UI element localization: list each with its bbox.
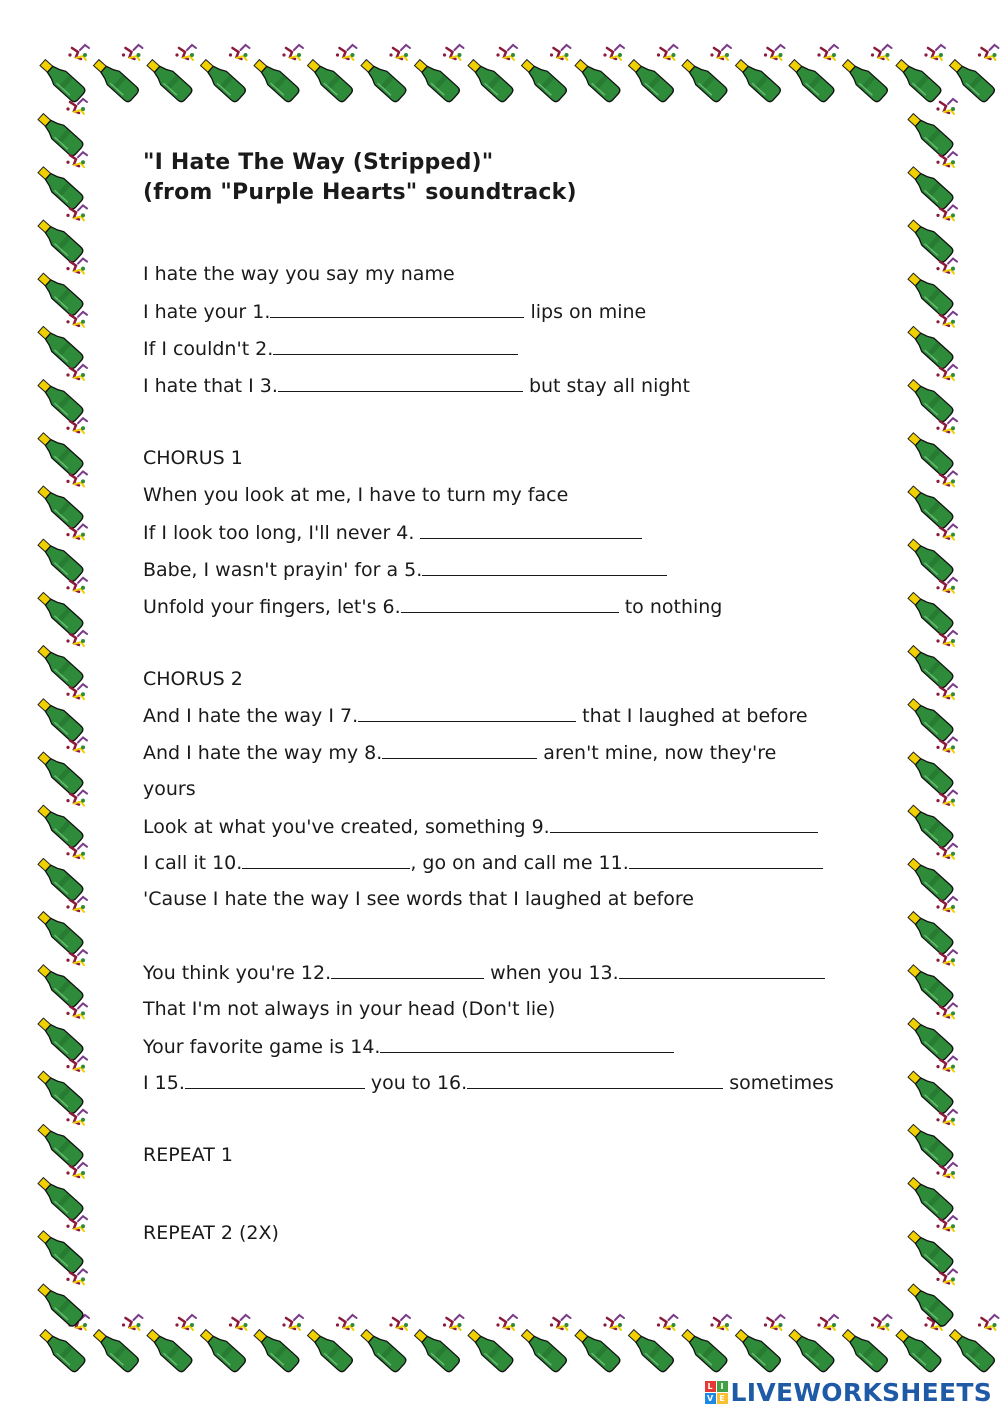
champagne-bottle-icon [905,418,957,476]
champagne-bottle-icon [905,578,957,636]
lyric-text: And I hate the way I 7. [143,705,359,727]
answer-blank[interactable] [270,299,524,318]
lyric-line [143,850,823,875]
answer-blank[interactable] [242,850,410,869]
champagne-bottle-icon [35,1216,87,1274]
lyric-text: I call it 10. [143,852,243,874]
champagne-bottle-icon [35,1269,87,1327]
answer-blank[interactable] [331,960,484,979]
champagne-bottle-icon [251,1315,303,1373]
lyric-text: to nothing [618,596,723,618]
lyric-line [143,1143,233,1167]
lyric-line [143,299,646,324]
lyric-text: lips on mine [524,301,647,323]
lyric-text: that I laughed at before [576,705,808,727]
champagne-bottle-icon [35,418,87,476]
champagne-bottle-icon [946,45,998,103]
champagne-bottle-icon [905,259,957,317]
champagne-bottle-icon [35,791,87,849]
champagne-bottle-icon [905,525,957,583]
champagne-bottle-icon [905,950,957,1008]
champagne-bottle-icon [358,1315,410,1373]
champagne-bottle-icon [35,684,87,742]
lyric-line [143,373,690,398]
lyric-text: but stay all night [522,375,690,397]
champagne-bottle-icon [304,1315,356,1373]
answer-blank[interactable] [278,373,523,392]
champagne-bottle-icon [572,1315,624,1373]
champagne-bottle-icon [35,844,87,902]
champagne-bottle-icon [839,45,891,103]
lyric-line [143,887,694,911]
lyric-line [143,557,667,582]
lyric-line [143,483,568,507]
lyric-line [143,262,455,286]
champagne-bottle-icon [411,45,463,103]
champagne-bottle-icon [679,1315,731,1373]
lyric-text: If I couldn't 2. [143,338,274,360]
champagne-bottle-icon [572,45,624,103]
champagne-bottle-icon [35,1110,87,1168]
lyric-text: I 15. [143,1072,185,1094]
champagne-bottle-icon [35,1057,87,1115]
lyric-text: That I'm not always in your head (Don't lie) [143,998,556,1020]
lyric-line [143,814,818,839]
champagne-bottle-icon [893,45,945,103]
lyric-text: Unfold your fingers, let's 6. [143,596,401,618]
champagne-bottle-icon [90,1315,142,1373]
champagne-bottle-icon [35,205,87,263]
champagne-bottle-icon [35,99,87,157]
lyric-line [143,1034,674,1059]
lyric-text: 'Cause I hate the way I see words that I laughed at before [143,888,694,910]
logo-letter: I [717,1381,728,1392]
answer-blank[interactable] [619,960,825,979]
lyric-line [143,703,808,728]
answer-blank[interactable] [420,520,642,539]
champagne-bottle-icon [37,45,89,103]
champagne-bottle-icon [905,844,957,902]
lyric-text: You think you're 12. [143,962,332,984]
lyric-line [143,446,243,470]
champagne-bottle-icon [786,1315,838,1373]
champagne-bottle-icon [905,471,957,529]
champagne-bottle-icon [465,45,517,103]
answer-blank[interactable] [550,814,818,833]
lyric-text: And I hate the way my 8. [143,742,383,764]
champagne-bottle-icon [35,897,87,955]
lyric-line [143,777,196,801]
lyric-text: CHORUS 2 [143,668,243,690]
champagne-bottle-icon [905,791,957,849]
champagne-bottle-icon [35,631,87,689]
champagne-bottle-icon [144,45,196,103]
answer-blank[interactable] [273,336,518,355]
worksheet-title-line-1: "I Hate The Way (Stripped)" [143,150,494,175]
lyric-line [143,667,243,691]
champagne-bottle-icon [946,1315,998,1373]
champagne-bottle-icon [905,205,957,263]
champagne-bottle-icon [905,1216,957,1274]
lyric-text: REPEAT 2 (2X) [143,1222,279,1244]
lyric-text: REPEAT 1 [143,1144,233,1166]
lyric-text: you to 16. [364,1072,468,1094]
lyric-text: Look at what you've created, something 9. [143,816,550,838]
answer-blank[interactable] [629,850,823,869]
champagne-bottle-icon [35,1163,87,1221]
lyric-line [143,997,555,1021]
lyric-text: Babe, I wasn't prayin' for a 5. [143,559,423,581]
lyric-line [143,336,518,361]
lyric-line [143,1221,279,1245]
champagne-bottle-icon [905,1057,957,1115]
lyric-text: I hate the way you say my name [143,263,455,285]
lyric-line [143,594,722,619]
champagne-bottle-icon [905,631,957,689]
brand-name: LIVEWORKSHEETS [730,1377,992,1407]
lyric-line [143,1070,834,1095]
lyric-text: Your favorite game is 14. [143,1036,381,1058]
liveworksheets-brand [705,1375,992,1409]
champagne-bottle-icon [358,45,410,103]
lyric-text: CHORUS 1 [143,447,243,469]
champagne-bottle-icon [905,365,957,423]
champagne-bottle-icon [905,1110,957,1168]
logo-letter: V [705,1393,716,1404]
lyric-line [143,960,825,985]
lyric-text: yours [143,778,196,800]
champagne-bottle-icon [197,1315,249,1373]
champagne-bottle-icon [839,1315,891,1373]
champagne-bottle-icon [518,45,570,103]
champagne-bottle-icon [905,99,957,157]
answer-blank[interactable] [382,740,537,759]
lyric-text: If I look too long, I'll never 4. [143,522,421,544]
champagne-bottle-icon [905,737,957,795]
lyric-text: I hate that I 3. [143,375,278,397]
champagne-bottle-icon [90,45,142,103]
lyric-text: I hate your 1. [143,301,271,323]
champagne-bottle-icon [251,45,303,103]
worksheet-title-line-2: (from "Purple Hearts" soundtrack) [143,180,577,205]
logo-letter: L [705,1381,716,1392]
lyric-text: sometimes [723,1072,834,1094]
champagne-bottle-icon [144,1315,196,1373]
champagne-bottle-icon [679,45,731,103]
champagne-bottle-icon [35,259,87,317]
answer-blank[interactable] [185,1070,365,1089]
champagne-bottle-icon [35,578,87,636]
champagne-bottle-icon [35,950,87,1008]
champagne-bottle-icon [304,45,356,103]
lyric-text: , go on and call me 11. [410,852,629,874]
champagne-bottle-icon [35,365,87,423]
champagne-bottle-icon [37,1315,89,1373]
lyric-line [143,520,642,545]
champagne-bottle-icon [905,897,957,955]
logo-letter: E [717,1393,728,1404]
liveworksheets-logo-icon [705,1381,728,1404]
champagne-bottle-icon [35,737,87,795]
champagne-bottle-icon [35,525,87,583]
lyric-line [143,740,776,765]
champagne-bottle-icon [905,1163,957,1221]
lyric-text: aren't mine, now they're [537,742,777,764]
champagne-bottle-icon [35,152,87,210]
champagne-bottle-icon [35,1003,87,1061]
answer-blank[interactable] [467,1070,723,1089]
answer-blank[interactable] [358,703,576,722]
answer-blank[interactable] [380,1034,674,1053]
answer-blank[interactable] [401,594,619,613]
champagne-bottle-icon [518,1315,570,1373]
champagne-bottle-icon [411,1315,463,1373]
lyric-text: When you look at me, I have to turn my face [143,484,569,506]
champagne-bottle-icon [465,1315,517,1373]
champagne-bottle-icon [786,45,838,103]
answer-blank[interactable] [422,557,667,576]
champagne-bottle-icon [35,471,87,529]
champagne-bottle-icon [732,45,784,103]
champagne-bottle-icon [905,152,957,210]
champagne-bottle-icon [35,312,87,370]
champagne-bottle-icon [905,684,957,742]
champagne-bottle-icon [732,1315,784,1373]
champagne-bottle-icon [625,45,677,103]
lyric-text: when you 13. [484,962,619,984]
champagne-bottle-icon [197,45,249,103]
champagne-bottle-icon [905,312,957,370]
champagne-bottle-icon [625,1315,677,1373]
champagne-bottle-icon [905,1003,957,1061]
